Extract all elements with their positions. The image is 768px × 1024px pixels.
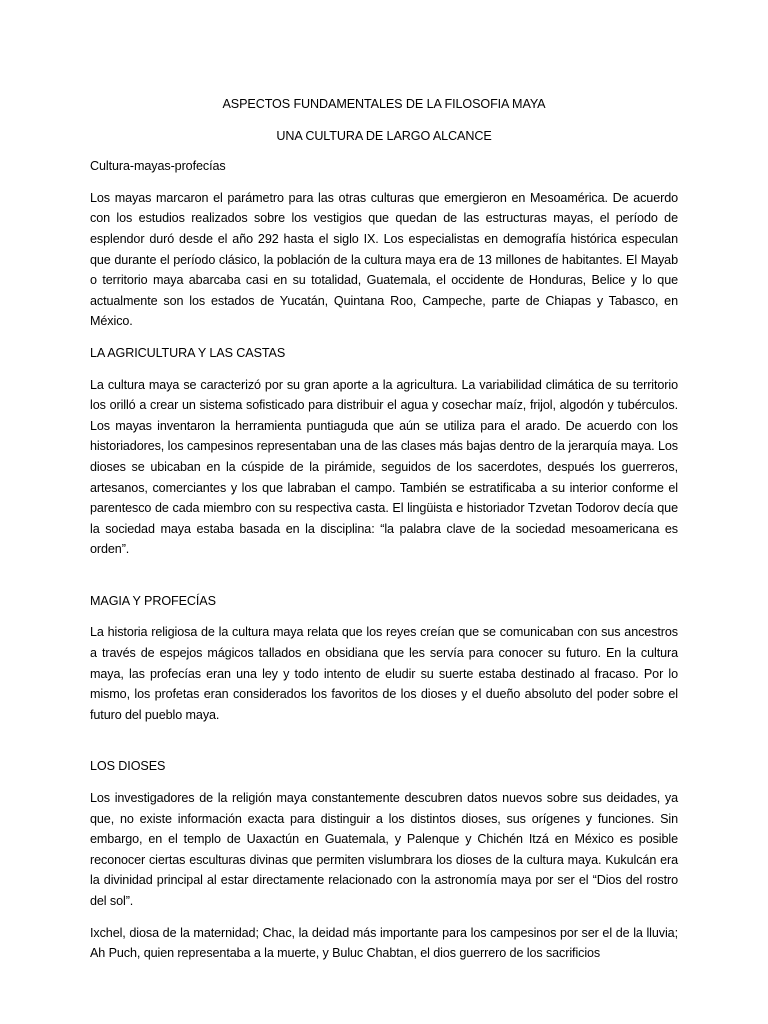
paragraph-dioses-2: Ixchel, diosa de la maternidad; Chac, la deidad más importante para los campesinos por ser el de la lluvia; Ah Puch, quien representaba a la muerte, y Buluc Chabtan, el dios guerrero de los sacrificios bbox=[90, 925, 678, 961]
intro-paragraph: Los mayas marcaron el parámetro para las otras culturas que emergieron en Mesoamérica. De acuerdo con los estudios realizados sobre los vestigios que quedan de las estructuras mayas, el período de esplendor duró desde el año 292 hasta el siglo IX. Los especialistas en demografía histórica especulan que durante el período clásico, la población de la cultura maya era de 13 millones de habitantes. El Mayab o territorio maya abarcaba casi en su totalidad, Guatemala, el occidente de Honduras, Belice y lo que actualmente son los estados de Yucatán, Quintana Roo, Campeche, parte de Chiapas y Tabasco, en México. bbox=[90, 190, 678, 329]
document-tag-line: Cultura-mayas-profecías bbox=[90, 159, 226, 174]
paragraph-dioses-1: Los investigadores de la religión maya constantemente descubren datos nuevos sobre sus deidades, ya que, no existe información exacta para distinguir a los distintos dioses, sus orígenes y funciones. Sin embargo, en el templo de Uaxactún en Guatemala, y Palenque y Chichén Itzá en México es posible reconocer ciertas esculturas divinas que permiten vislumbrara los dioses de la cultura maya. Kukulcán era la divinidad principal al estar directamente relacionado con la astronomía maya por ser el “Dios del rostro del sol”. bbox=[90, 791, 678, 908]
paragraph-magia: La historia religiosa de la cultura maya relata que los reyes creían que se comunicaban con sus ancestros a través de espejos mágicos tallados en obsidiana que les servía para conocer su futuro. En la cultura maya, las profecías eran una ley y todo intento de eludir su suerte estaba destinado al fracaso. Por lo mismo, los profetas eran considerados los favoritos de los dioses y el dueño absoluto del poder sobre el futuro del pueblo maya. bbox=[90, 625, 678, 722]
section-spacer bbox=[90, 571, 678, 591]
document-page bbox=[90, 94, 678, 975]
section-heading-magia: MAGIA Y PROFECÍAS bbox=[90, 593, 216, 608]
section-heading-agricultura: LA AGRICULTURA Y LAS CASTAS bbox=[90, 345, 286, 360]
section-spacer bbox=[90, 736, 678, 756]
section-heading-dioses: LOS DIOSES bbox=[90, 759, 166, 774]
document-title: ASPECTOS FUNDAMENTALES DE LA FILOSOFIA MAYA bbox=[222, 97, 546, 111]
document-subtitle: UNA CULTURA DE LARGO ALCANCE bbox=[276, 128, 492, 143]
paragraph-agricultura: La cultura maya se caracterizó por su gran aporte a la agricultura. La variabilidad climática de su territorio los orilló a crear un sistema sofisticado para distribuir el agua y cosechar maíz, frijol, algodón y tubérculos. Los mayas inventaron la herramienta puntiaguda que aún se utiliza para el arado. De acuerdo con los historiadores, los campesinos representaban una de las clases más bajas dentro de la jerarquía maya. Los dioses se ubicaban en la cúspide de la pirámide, seguidos de los sacerdotes, después los guerreros, artesanos, comerciantes y los que labraban el campo. También se estratificaba a su interior conforme el parentesco de cada miembro con su respectiva casta. El lingüista e historiador Tzvetan Todorov decía que la sociedad maya estaba basada en la disciplina: “la palabra clave de la sociedad mesoamericana es orden”. bbox=[90, 377, 678, 557]
